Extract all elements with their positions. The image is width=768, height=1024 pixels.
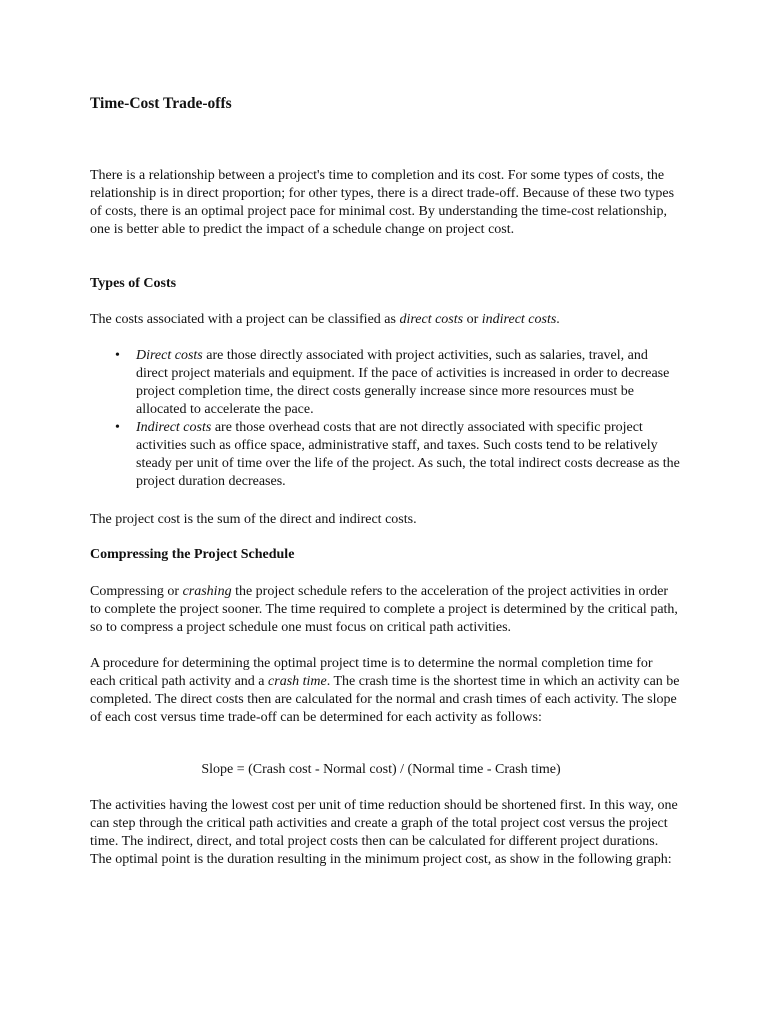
indirect-costs-term: indirect costs: [481, 312, 557, 327]
sum-sentence: The project cost is the sum of the direct and indirect costs.: [90, 512, 417, 527]
procedure-paragraph: [90, 655, 680, 727]
crashing-term: crashing: [182, 584, 232, 599]
cost-types-list: [90, 347, 690, 491]
direct-costs-term: direct costs: [399, 312, 464, 327]
types-intro-text: or: [463, 312, 482, 327]
compress-text: Compressing or: [90, 584, 183, 599]
crash-time-term: crash time: [268, 674, 327, 689]
bullet-icon: •: [115, 420, 120, 435]
procedure-text: . The crash time is the shortest time in which an activity can be completed. The direct costs then are calculated for the normal and crash times of each activity. The slope of each cost versus time trade-off can be determined for each activity as follows:: [90, 674, 680, 725]
intro-paragraph: There is a relationship between a project's time to completion and its cost. For some types of costs, the relationship is in direct proportion; for other types, there is a direct trade-off. Because of these two types of costs, there is an optimal project pace for minimal cost. By understanding the time-cost relationship, one is better able to predict the impact of a schedule change on project cost.: [90, 168, 675, 237]
types-intro-text: .: [556, 312, 560, 327]
list-item-direct-costs: [90, 347, 680, 419]
bullet-icon: •: [115, 348, 120, 363]
types-intro-text: The costs associated with a project can be classified as: [90, 312, 400, 327]
compressing-schedule-heading: Compressing the Project Schedule: [90, 547, 295, 562]
types-intro-paragraph: [90, 311, 680, 329]
indirect-costs-term: Indirect costs: [136, 420, 212, 435]
direct-costs-description: are those directly associated with project activities, such as salaries, travel, and direct project materials and equipment. If the pace of activities is increased in order to decrease project completion time, the direct costs generally increase since more resources must be allocated to accelerate the pace.: [136, 348, 670, 417]
procedure-text: A procedure for determining the optimal project time is to determine the normal completion time for each critical path activity and a: [90, 656, 653, 689]
page-title: Time-Cost Trade-offs: [90, 95, 232, 112]
direct-costs-term: Direct costs: [136, 348, 203, 363]
compress-text: the project schedule refers to the acceleration of the project activities in order to complete the project sooner. The time required to complete a project is determined by the critical path, so to compress a project schedule one must focus on critical path activities.: [90, 584, 678, 635]
final-paragraph: The activities having the lowest cost per unit of time reduction should be shortened first. In this way, one can step through the critical path activities and create a graph of the total project cost versus the project time. The indirect, direct, and total project costs then can be calculated for different project durations. The optimal point is the duration resulting in the minimum project cost, as show in the following graph:: [90, 798, 678, 867]
types-of-costs-heading: Types of Costs: [90, 276, 177, 291]
compress-paragraph: [90, 583, 680, 637]
list-item-indirect-costs: [90, 419, 680, 491]
slope-formula: Slope = (Crash cost - Normal cost) / (Normal time - Crash time): [201, 762, 561, 777]
indirect-costs-description: are those overhead costs that are not directly associated with specific project activities such as office space, administrative staff, and taxes. Such costs tend to be relatively steady per unit of time over the life of the project. As such, the total indirect costs decrease as the project duration decreases.: [136, 420, 680, 489]
